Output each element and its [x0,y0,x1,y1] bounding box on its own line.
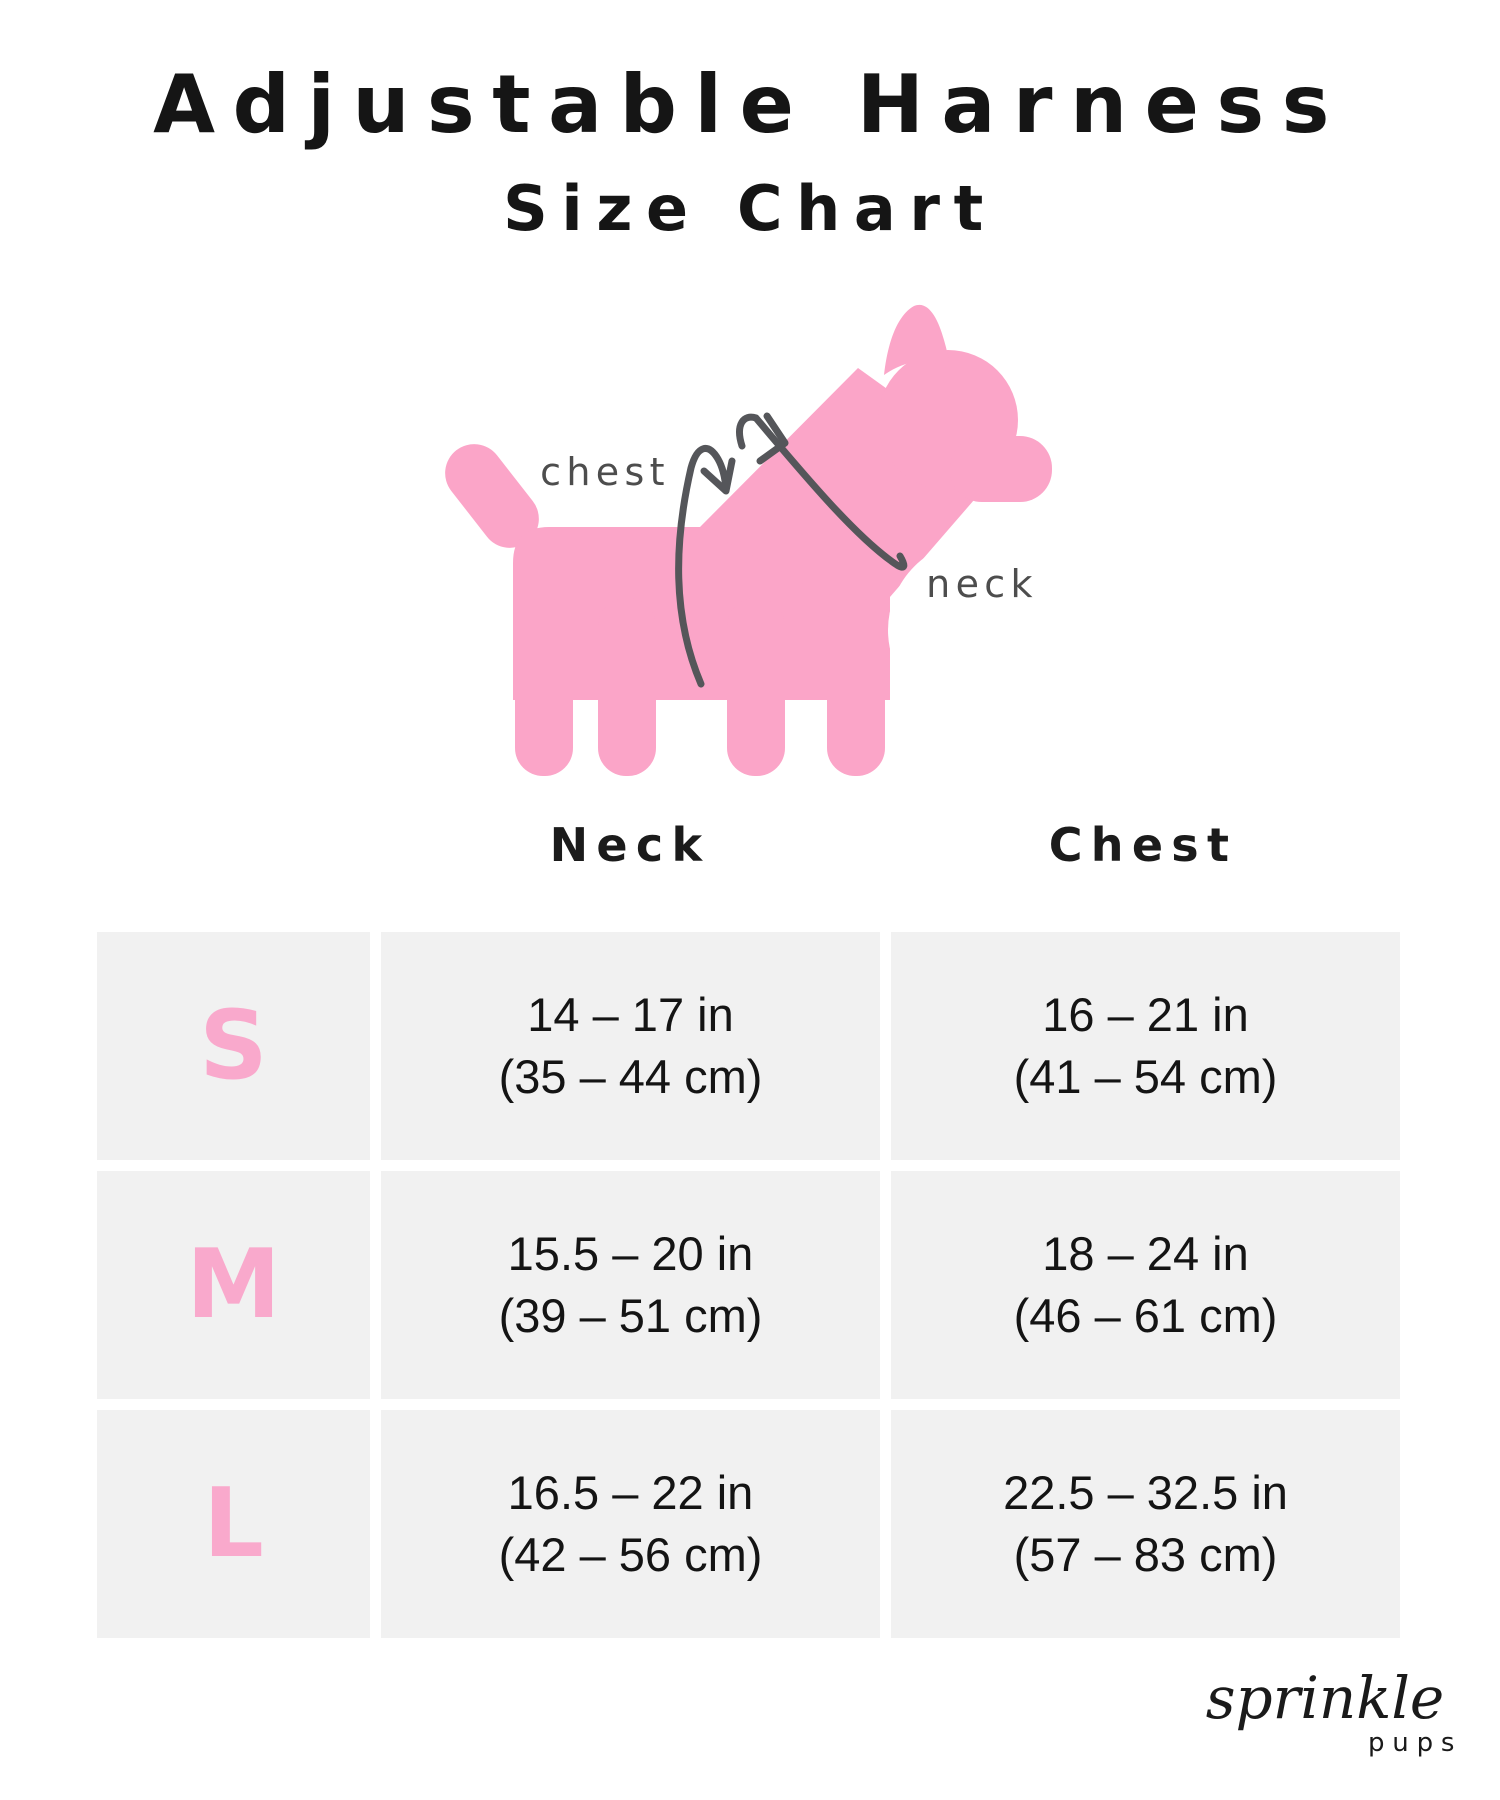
dog-leg-3 [727,598,785,776]
size-chart-table [97,932,1400,1638]
chest-range-cm: (41 – 54 cm) [1013,1050,1278,1103]
sprinkle-script: sprinkle [1205,1664,1445,1732]
size-letter: L [203,1469,264,1579]
neck-cell-m [381,1171,880,1399]
dog-leg-4 [827,598,885,776]
neck-range-cm: (42 – 56 cm) [498,1528,763,1581]
dog-illustration [420,260,1100,800]
neck-column-header: Neck [549,818,711,872]
size-cell-l [97,1410,370,1638]
neck-cell-s [381,932,880,1160]
chest-range-in: 16 – 21 in [1042,987,1249,1041]
neck-range-cm: (35 – 44 cm) [498,1050,763,1103]
dog-leg-1 [515,598,573,776]
neck-range-in: 16.5 – 22 in [507,1465,754,1519]
chest-column-header: Chest [1048,818,1238,872]
chest-cell-s [891,932,1400,1160]
chest-cell-l [891,1410,1400,1638]
neck-range-in: 14 – 17 in [527,987,734,1041]
chest-range-cm: (57 – 83 cm) [1013,1528,1278,1581]
pups-label: pups [1368,1728,1463,1758]
chest-cell-m [891,1171,1400,1399]
dog-muzzle [950,436,1052,502]
page-subtitle: Size Chart [503,172,997,245]
neck-measure-label: neck [926,562,1038,606]
neck-cell-l [381,1410,880,1638]
page-title: Adjustable Harness [153,58,1347,151]
dog-leg-2 [598,598,656,776]
chest-range-in: 22.5 – 32.5 in [1003,1465,1288,1519]
size-letter: S [199,991,268,1101]
size-letter: M [186,1230,281,1340]
neck-range-cm: (39 – 51 cm) [498,1289,763,1342]
size-cell-m [97,1171,370,1399]
chest-measure-label: chest [540,450,670,494]
size-cell-s [97,932,370,1160]
neck-range-in: 15.5 – 20 in [507,1226,754,1280]
chest-range-in: 18 – 24 in [1042,1226,1249,1280]
chest-range-cm: (46 – 61 cm) [1013,1289,1278,1342]
